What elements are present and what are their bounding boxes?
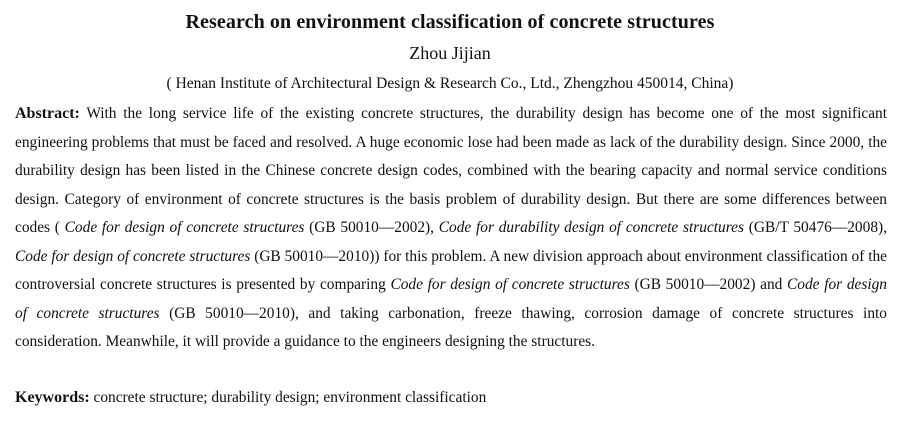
author-name: Zhou Jijian: [409, 43, 491, 63]
abstract-text-segment: (GB 50010—2010)) for this problem. A new division approach about environment classification of the controversial concrete structures is presented by comparing: [15, 247, 887, 293]
keywords-line: [15, 385, 887, 411]
paper-title: Research on environment classification of concrete structures: [185, 11, 715, 33]
abstract-code-title: Code for design of concrete structures: [15, 247, 251, 265]
abstract-text-segment: (GB/T 50476—2008),: [743, 219, 887, 236]
abstract-paragraph: [15, 100, 887, 357]
abstract-text-segment: With the long service life of the existing concrete structures, the durability design has become one of the most significant engineering problems that must be faced and resolved. A huge economic lose had been made as lack of the durability design. Since 2000, the durability design has been listed in the Chinese concrete design codes, combined with the bearing capacity and normal service conditions design. Category of environment of concrete structures is the basis problem of durability design. But there are some differences between codes (: [15, 105, 887, 236]
abstract-code-title: Code for design of concrete structures: [64, 219, 305, 236]
abstract-text-segment: (GB 50010—2010), and taking carbonation, freeze thawing, corrosion damage of concrete structures into consideration. Meanwhile, it will provide a guidance to the engineers designing the structures.: [15, 304, 887, 350]
author-affiliation: ( Henan Institute of Architectural Design & Research Co., Ltd., Zhengzhou 450014, China): [166, 75, 734, 92]
abstract-code-title: Code for durability design of concrete structures: [438, 219, 744, 236]
abstract-code-title: Code for design of concrete structures: [15, 276, 888, 322]
abstract-text-segment: (GB 50010—2002),: [304, 219, 439, 236]
abstract-code-title: Code for design of concrete structures: [390, 276, 630, 293]
keywords-text: concrete structure; durability design; environment classification: [89, 389, 487, 406]
abstract-label: Abstract:: [15, 105, 80, 122]
abstract-text-segment: (GB 50010—2002) and: [629, 276, 788, 293]
keywords-label: Keywords:: [15, 389, 90, 406]
